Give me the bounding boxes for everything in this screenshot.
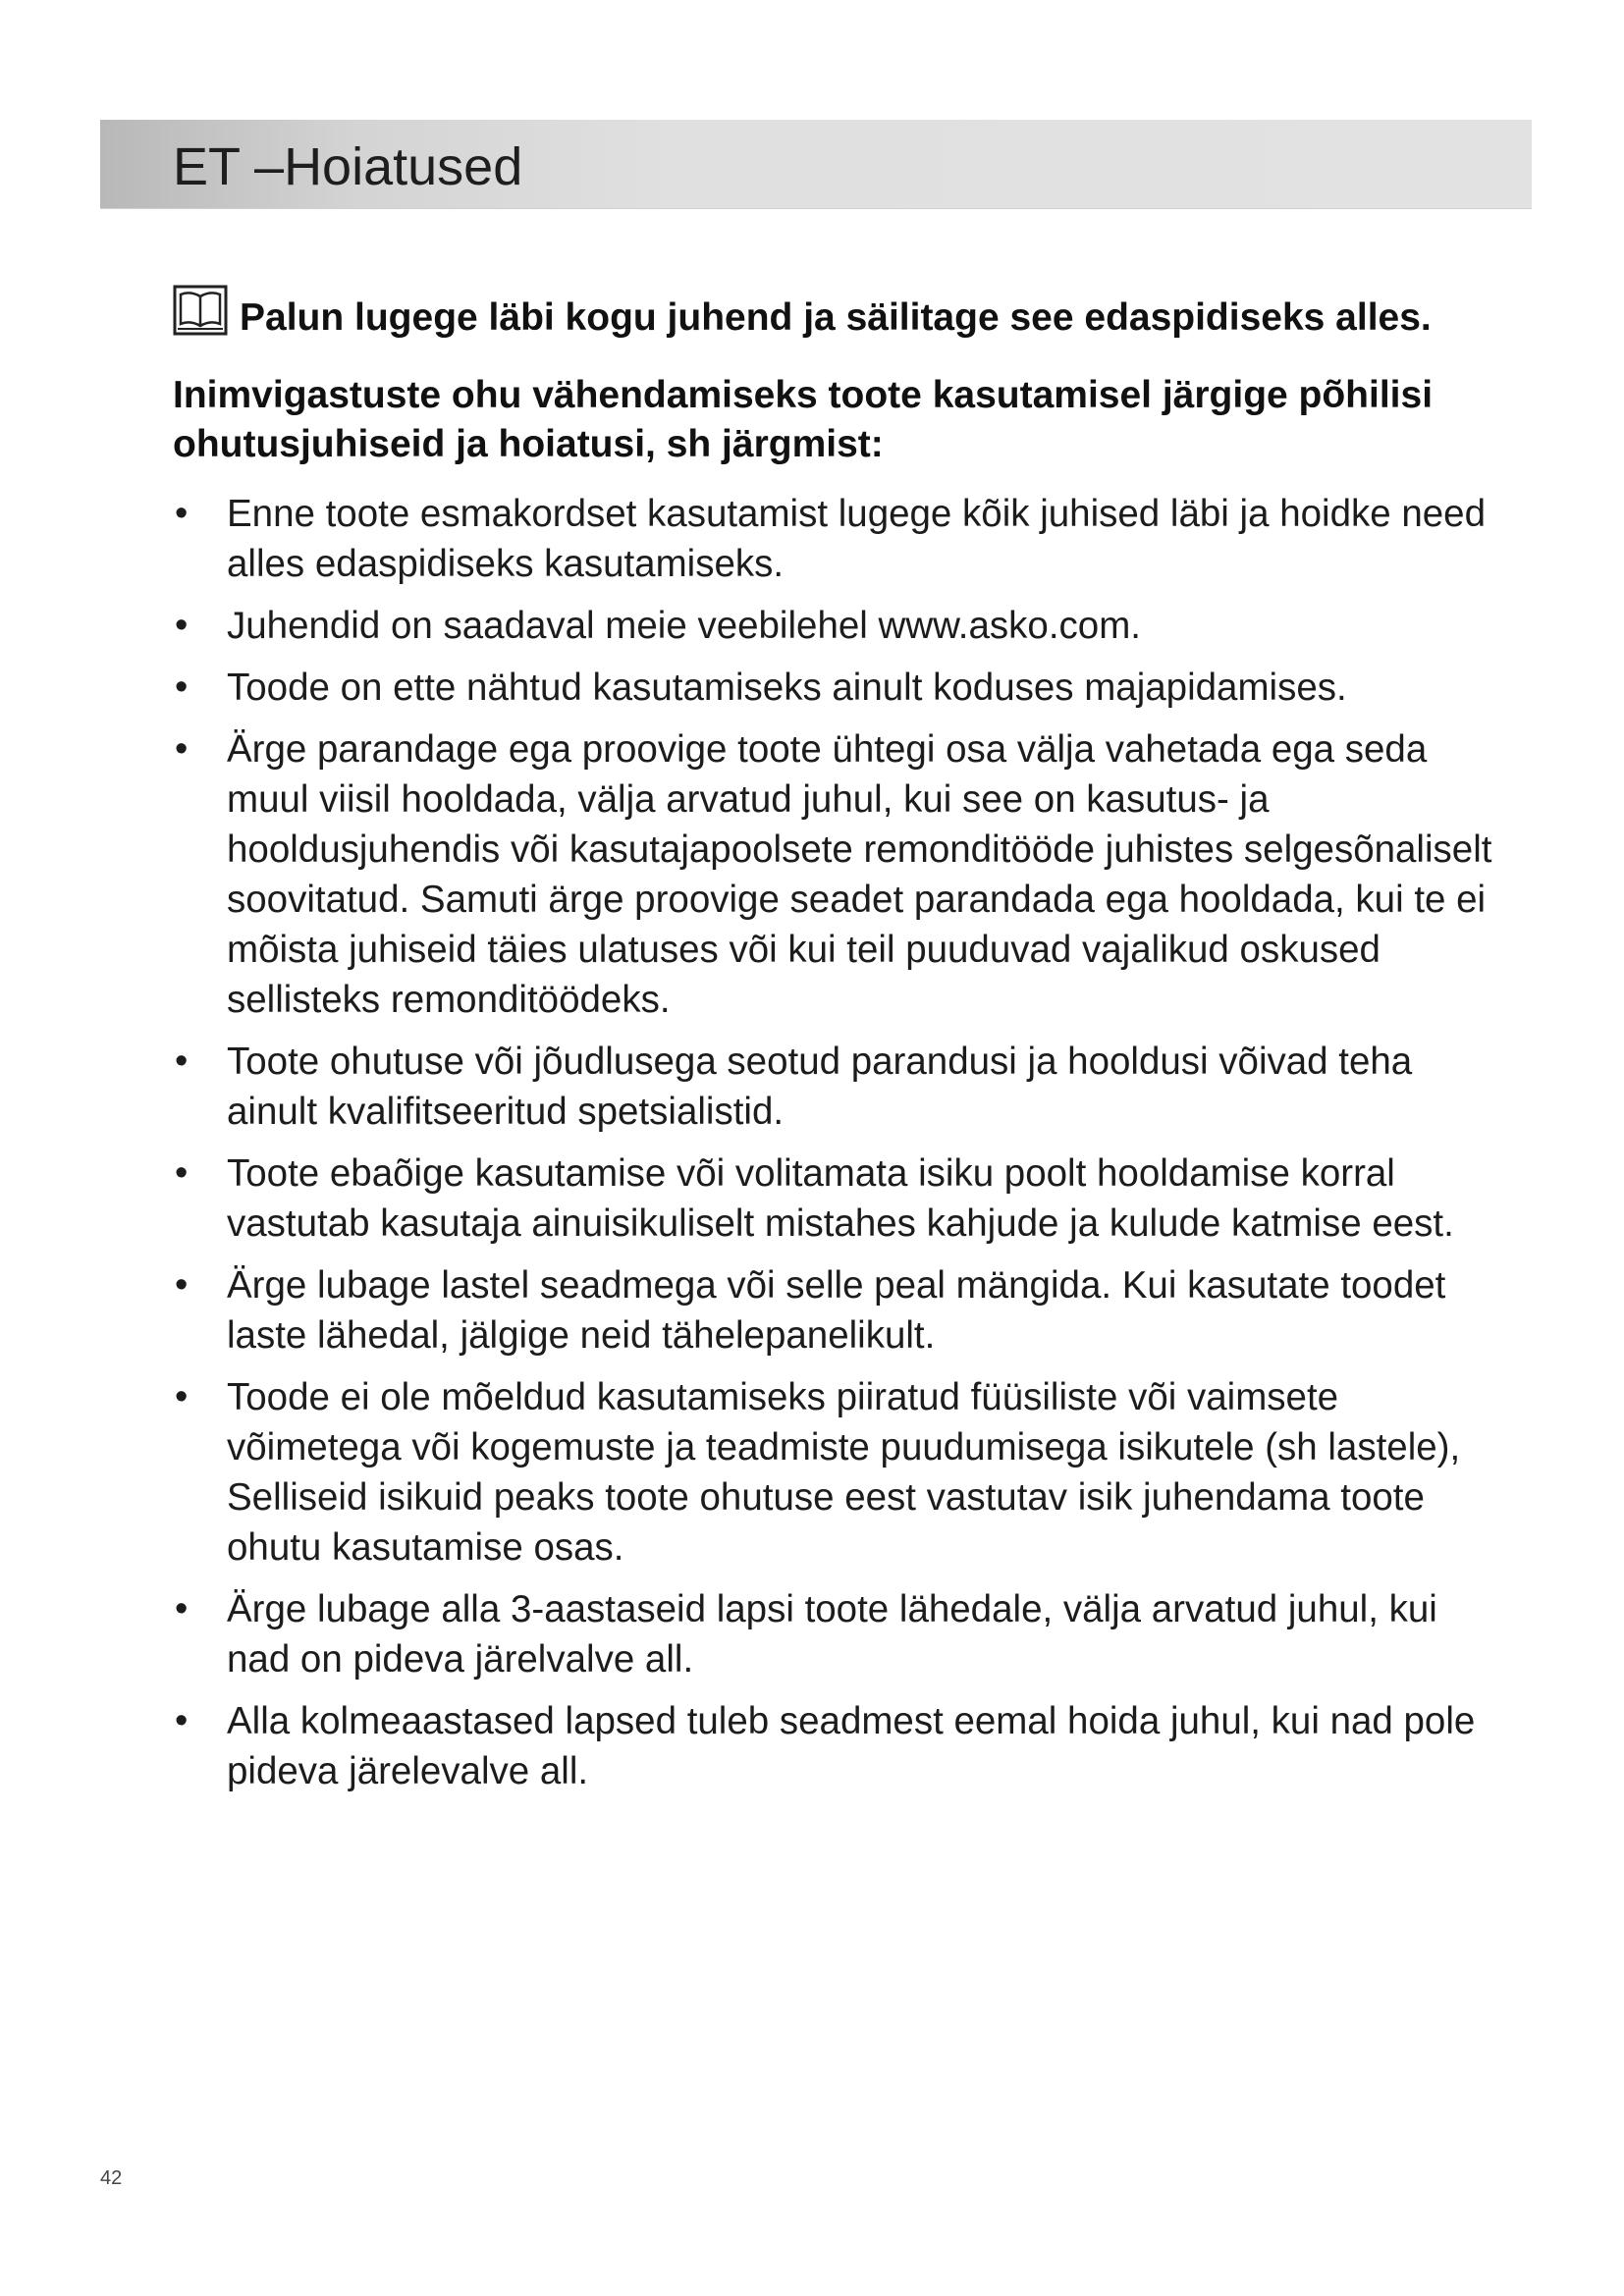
- open-book-icon: [173, 285, 228, 351]
- bullet-icon: •: [175, 493, 189, 534]
- list-item-text: Ärge lubage lastel seadmega või selle peal mängida. Kui kasutate toodet laste lähedal, jälgige neid tähelepanelikult.: [227, 1264, 1446, 1357]
- bullet-icon: •: [175, 1700, 189, 1741]
- list-item: [173, 724, 1508, 1025]
- intro-paragraph: [173, 285, 1508, 351]
- list-item-text: Toote ohutuse või jõudlusega seotud parandusi ja hooldusi võivad teha ainult kvalifitseeritud spetsialistid.: [227, 1041, 1413, 1133]
- list-item-text: Toote ebaõige kasutamise või volitamata isiku poolt hooldamise korral vastutab kasutaja ainuisikuliselt mistahes kahjude ja kulude katmise eest.: [227, 1152, 1454, 1245]
- bullet-icon: •: [175, 1376, 189, 1417]
- bullet-icon: •: [175, 667, 189, 708]
- list-item: [173, 1148, 1508, 1249]
- bullet-icon: •: [175, 1152, 189, 1194]
- list-item: [173, 1696, 1508, 1796]
- list-item: [173, 1584, 1508, 1684]
- list-item-text: Ärge parandage ega proovige toote ühtegi osa välja vahetada ega seda muul viisil hooldada, välja arvatud juhul, kui see on kasutus- ja hooldusjuhendis või kasutajapoolsete remonditööde juhistes selgesõnaliselt soovitatud. Samuti ärge proovige seadet parandada ega hooldada, kui te ei mõista juhiseid täies ulatuses või kui teil puuduvad vajalikud oskused sellisteks remonditöödeks.: [227, 728, 1492, 1021]
- warning-heading: Inimvigastuste ohu vähendamiseks toote kasutamisel järgige põhilisi ohutusjuhiseid ja hoiatusi, sh järgmist:: [173, 374, 1434, 465]
- list-item: [173, 1260, 1508, 1361]
- list-item-text: Toode on ette nähtud kasutamiseks ainult koduses majapidamises.: [227, 667, 1347, 709]
- bullet-icon: •: [175, 605, 189, 646]
- bullet-icon: •: [175, 1264, 189, 1306]
- intro-text: Palun lugege läbi kogu juhend ja säilitage see edaspidiseks alles.: [240, 296, 1432, 339]
- list-item: [173, 489, 1508, 589]
- list-item-text: Toode ei ole mõeldud kasutamiseks piiratud füüsiliste või vaimsete võimetega või kogemuste ja teadmiste puudumisega isikutele (sh lastele), Selliseid isikuid peaks toote ohutuse eest vastutav isik juhendama toote ohutu kasutamise osas.: [227, 1376, 1461, 1569]
- bullet-icon: •: [175, 728, 189, 770]
- bullet-icon: •: [175, 1041, 189, 1082]
- section-title: ET –Hoiatused: [173, 137, 523, 196]
- document-body: [173, 285, 1508, 1808]
- list-item-text: Enne toote esmakordset kasutamist lugege kõik juhised läbi ja hoidke need alles edaspidiseks kasutamiseks.: [227, 493, 1486, 585]
- bullet-icon: •: [175, 1588, 189, 1629]
- warnings-list: [173, 489, 1508, 1796]
- list-item: [173, 1037, 1508, 1137]
- list-item: [173, 601, 1508, 651]
- list-item-text: Alla kolmeaastased lapsed tuleb seadmest eemal hoida juhul, kui nad pole pideva järelevalve all.: [227, 1700, 1476, 1792]
- list-item: [173, 663, 1508, 713]
- list-item: [173, 1372, 1508, 1573]
- list-item-text: Ärge lubage alla 3-aastaseid lapsi toote lähedale, välja arvatud juhul, kui nad on pideva järelvalve all.: [227, 1588, 1437, 1681]
- page-number: 42: [100, 2167, 123, 2189]
- list-item-text: Juhendid on saadaval meie veebilehel www.asko.com.: [227, 605, 1141, 647]
